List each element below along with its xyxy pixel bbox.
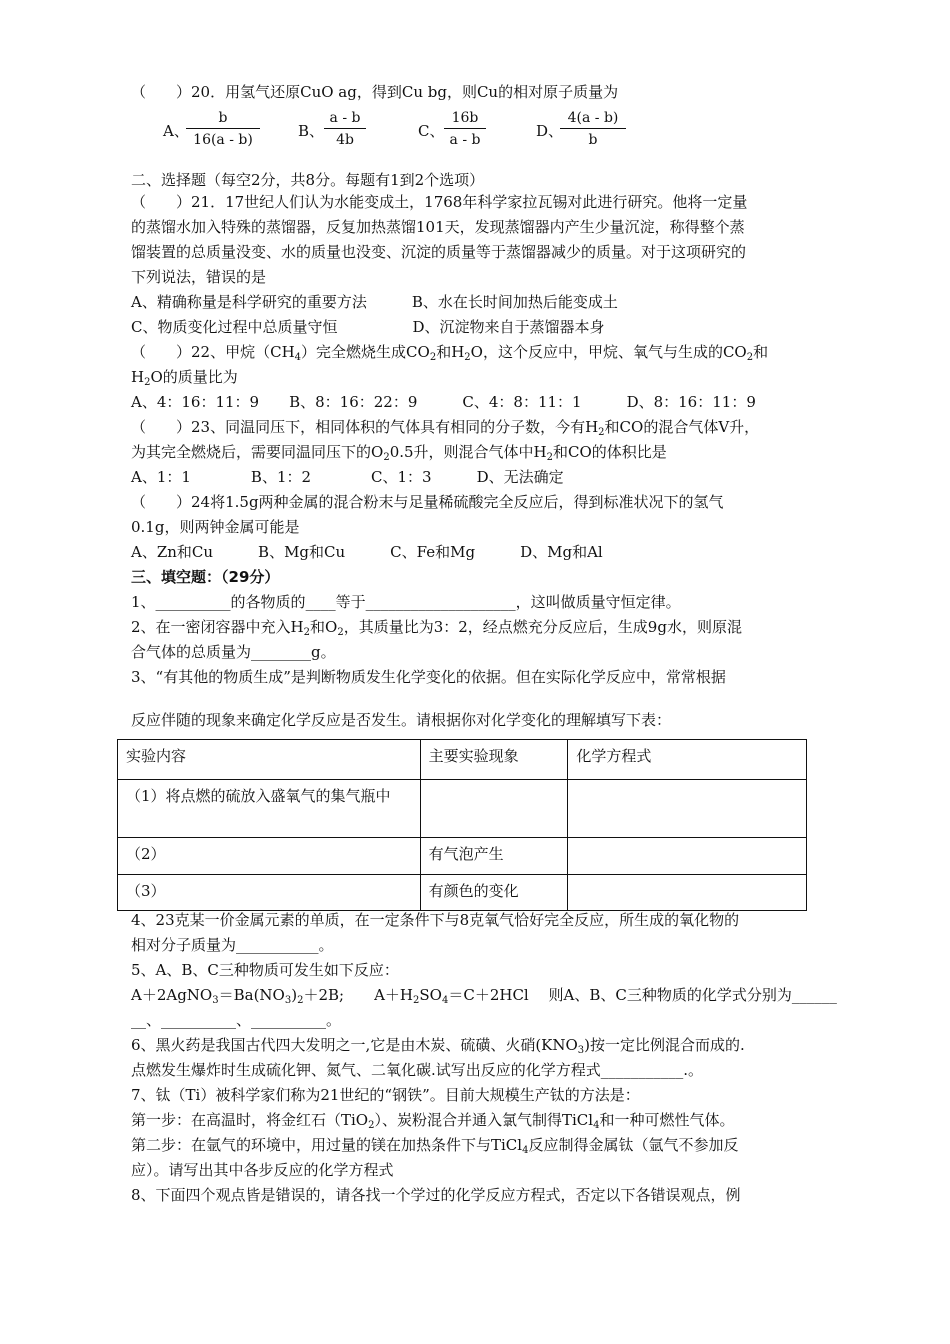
fraction <box>560 108 626 151</box>
fill-2-line: 2、在一密闭容器中充入$H_2$和$O_2$，其质量比为3：2，经点燃充分反应后，生成9g水，则原混 <box>131 618 742 638</box>
q24-options: A、Zn和Cu B、Mg和Cu C、Fe和Mg D、Mg和Al <box>131 543 603 561</box>
numerator: a - b <box>324 108 366 129</box>
table-cell[interactable] <box>420 780 568 838</box>
q21-line: 的蒸馏水加入特殊的蒸馏器，反复加热蒸馏101天，发现蒸馏器内产生少量沉淀，称得整个蒸 <box>131 218 745 236</box>
q21-options: C、物质变化过程中总质量守恒 D、沉淀物来自于蒸馏器本身 <box>131 318 605 336</box>
fill-8-line: 8、下面四个观点皆是错误的，请各找一个学过的化学反应方程式，否定以下各错误观点，例 <box>131 1186 741 1204</box>
table-cell[interactable] <box>568 780 807 838</box>
q20-option-a <box>163 108 273 152</box>
table-row <box>118 780 807 838</box>
answer-blank[interactable]: ___________ <box>600 1061 684 1079</box>
denominator: a - b <box>449 132 481 148</box>
option-label: C、 <box>418 122 445 140</box>
fraction <box>324 108 366 151</box>
q21-line: （ ）21．17世纪人们认为水能变成土，1768年科学家拉瓦锡对此进行研究。他将一定量 <box>131 193 748 211</box>
section-title: 二、选择题（每空2分，共8分。每题有1到2个选项） <box>131 171 485 189</box>
fraction <box>444 108 486 151</box>
table-cell: （3） <box>118 875 421 911</box>
fill-5-line: 5、A、B、C三种物质可发生如下反应： <box>131 961 399 979</box>
answer-blank[interactable]: ________ <box>251 643 312 661</box>
fill-3-line: 反应伴随的现象来确定化学反应是否发生。请根据你对化学变化的理解填写下表： <box>131 711 672 729</box>
option-label: B、 <box>298 122 325 140</box>
answer-blank[interactable]: ____ <box>305 593 336 611</box>
q23-options: A、1：1 B、1：2 C、1：3 D、无法确定 <box>131 468 564 486</box>
q21-line: 馏装置的总质量没变、水的质量也没变、沉淀的质量等于蒸馏器减少的质量。对于这项研究的 <box>131 243 747 261</box>
answer-blank[interactable]: __ <box>131 1011 146 1029</box>
fill-6-line: 点燃发生爆炸时生成硫化钾、氮气、二氧化碳.试写出反应的化学方程式___________.。 <box>131 1061 704 1079</box>
fill-6-line: 6、黑火药是我国古代四大发明之一,它是由木炭、硫磺、火硝$(KNO_3)$按一定比例混合而成的. <box>131 1036 745 1056</box>
answer-blank[interactable]: __________ <box>155 593 231 611</box>
fill-7-line: 第二步：在氩气的环境中，用过量的镁在加热条件下与TiCl$_4$反应制得金属钛（氩气不参加反 <box>131 1136 739 1156</box>
numerator: 16b <box>444 108 486 129</box>
table-header-row <box>118 740 807 780</box>
fill-4-line: 相对分子质量为___________。 <box>131 936 334 954</box>
table-row <box>118 838 807 875</box>
q22-options: A、4：16：11：9 B、8：16：22：9 C、4：8：11：1 D、8：16：11：9 <box>131 393 756 411</box>
denominator: 4b <box>336 132 354 148</box>
fill-7-line: 7、钛（Ti）被科学家们称为21世纪的“钢铁”。目前大规模生产钛的方法是： <box>131 1086 640 1104</box>
table-cell: （2） <box>118 838 421 875</box>
table-row <box>118 875 807 911</box>
answer-blank[interactable]: ______ <box>791 986 837 1004</box>
table-cell: 有颜色的变化 <box>420 875 568 911</box>
table-cell[interactable] <box>568 875 807 911</box>
answer-blank[interactable]: __________ <box>251 1011 327 1029</box>
q22-line: （ ）22、甲烷$(CH_4)$完全燃烧生成$CO_2$和$H_2O$，这个反应中，甲烷、氧气与生成的$CO_2$和 <box>131 343 769 363</box>
answer-blank[interactable]: ___________ <box>236 936 319 954</box>
q20-option-c <box>418 108 508 152</box>
experiment-table <box>117 739 807 911</box>
denominator: 16(a - b) <box>193 132 253 148</box>
q22-line: $H_2O$的质量比为 <box>131 368 238 388</box>
q23-line: 为其完全燃烧后，需要同温同压下的$O_20.5$升，则混合气体中$H_2$和CO的体积比是 <box>131 443 667 463</box>
fill-7-line: 应）。请写出其中各步反应的化学方程式 <box>131 1161 394 1179</box>
fill-7-line: 第一步：在高温时，将金红石（TiO$_2$）、炭粉混合并通入氯气制得TiCl$_4$和一种可燃性气体。 <box>131 1111 735 1131</box>
q24-line: （ ）24将1.5g两种金属的混合粉末与足量稀硫酸完全反应后，得到标准状况下的氢气 <box>131 493 724 511</box>
table-cell: （1）将点燃的硫放入盛氧气的集气瓶中 <box>118 780 421 838</box>
answer-blank[interactable]: __________ <box>161 1011 237 1029</box>
denominator: b <box>588 132 598 148</box>
q20-option-b <box>298 108 388 152</box>
q21-options: A、精确称量是科学研究的重要方法 B、水在长时间加热后能变成土 <box>131 293 618 311</box>
fill-5-line: __、__________、__________。 <box>131 1011 342 1029</box>
table-header: 主要实验现象 <box>420 740 568 780</box>
table-cell[interactable] <box>568 838 807 875</box>
option-label: D、 <box>536 122 564 140</box>
q24-line: 0.1g，则两钟金属可能是 <box>131 518 300 536</box>
numerator: 4(a - b) <box>560 108 626 129</box>
numerator: b <box>186 108 260 129</box>
q21-line: 下列说法，错误的是 <box>131 268 267 286</box>
fill-4-line: 4、23克某一价金属元素的单质，在一定条件下与8克氧气恰好完全反应，所生成的氧化物的 <box>131 911 740 929</box>
fill-2-line: 合气体的总质量为________g。 <box>131 643 336 661</box>
fill-5-line: $A+2AgNO_3=Ba(NO_3)_2+2B$; $A+H_2SO_4=C+2HCl$ 则A、B、C三种物质的化学式分别为______ <box>131 986 837 1006</box>
fraction <box>186 108 260 151</box>
fill-3-line: 3、“有其他的物质生成”是判断物质发生化学变化的依据。但在实际化学反应中，常常根据 <box>131 668 726 686</box>
table-header: 化学方程式 <box>568 740 807 780</box>
table-header: 实验内容 <box>118 740 421 780</box>
q20-option-d <box>536 108 646 152</box>
fill-1: 1、__________的各物质的____等于____________________，这叫做质量守恒定律。 <box>131 593 681 611</box>
option-label: A、 <box>163 122 189 140</box>
section-title: 三、填空题：（29分） <box>131 568 280 586</box>
q20-stem: （ ）20．用氢气还原CuO ag，得到Cu bg，则Cu的相对原子质量为 <box>131 83 619 101</box>
q23-line: （ ）23、同温同压下，相同体积的气体具有相同的分子数，今有$H_2$和CO的混合气体V升， <box>131 418 760 438</box>
answer-blank[interactable]: ____________________ <box>365 593 516 611</box>
table-cell: 有气泡产生 <box>420 838 568 875</box>
